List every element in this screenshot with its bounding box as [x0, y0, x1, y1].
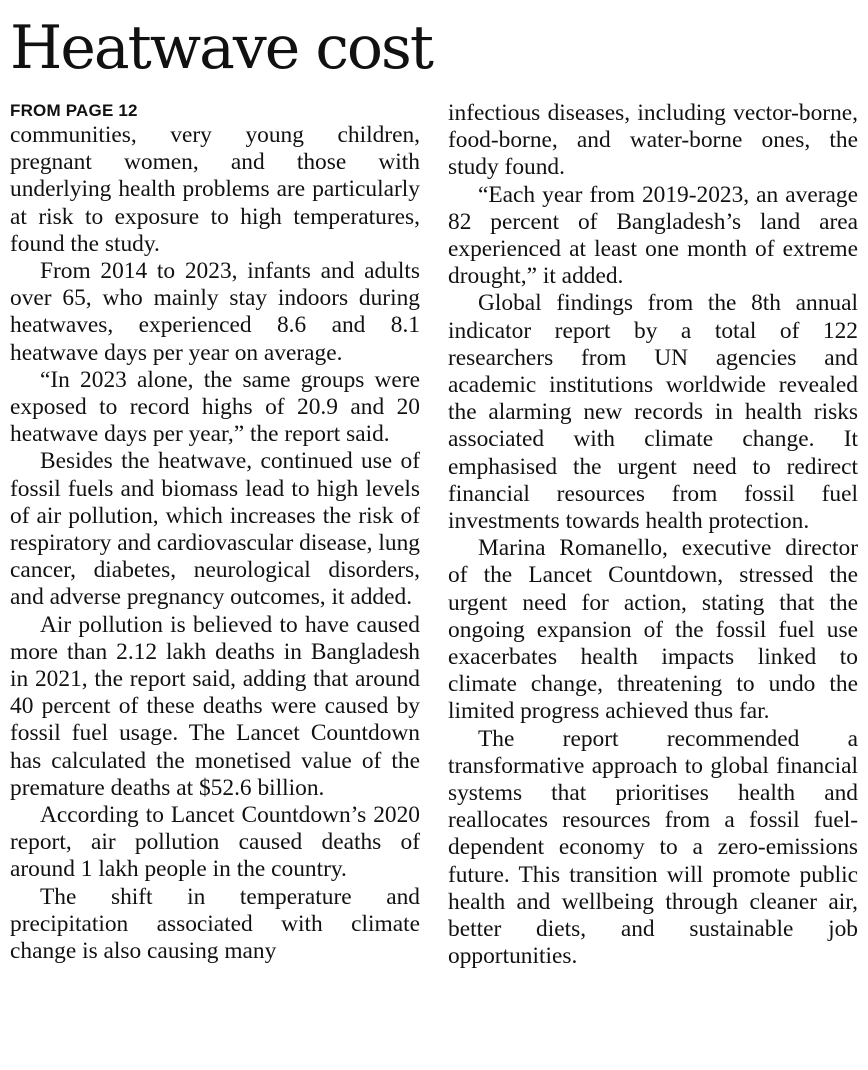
paragraph: “Each year from 2019-2023, an average 82 percent of Bangladesh’s land area experienced at least one month of extreme drought,” it added. — [448, 181, 858, 290]
paragraph: Besides the heatwave, continued use of fossil fuels and biomass lead to high levels of air pollution, which increases the risk of respiratory and cardiovascular disease, lung cancer, diabetes, neurological disorders, and adverse pregnancy outcomes, it added. — [10, 448, 420, 611]
paragraph: “In 2023 alone, the same groups were exposed to record highs of 20.9 and 20 heatwave days per year,” the report said. — [10, 366, 420, 448]
paragraph: communities, very young children, pregnant women, and those with underlying health problems are particularly at risk to exposure to high temperatures, found the study. — [10, 122, 420, 257]
paragraph: From 2014 to 2023, infants and adults over 65, who mainly stay indoors during heatwaves, experienced 8.6 and 8.1 heatwave days per year on average. — [10, 258, 420, 366]
headline: Heatwave cost — [10, 13, 432, 83]
paragraph: Air pollution is believed to have caused more than 2.12 lakh deaths in Bangladesh in 2021, the report said, adding that around 40 percent of these deaths were caused by fossil fuel usage. The Lancet Countdown has calculated the monetised value of the premature deaths at $52.6 billion. — [10, 611, 420, 801]
paragraph: infectious diseases, including vector-borne, food-borne, and water-borne ones, the study found. — [448, 100, 858, 181]
paragraph: The report recommended a transformative approach to global financial systems that prioritises health and reallocates resources from a fossil fuel-dependent economy to a zero-emissions future. This transition will promote public health and wellbeing through cleaner air, better diets, and sustainable job opportunities. — [448, 725, 858, 970]
paragraph: The shift in temperature and precipitation associated with climate change is also causing many — [10, 883, 420, 965]
jump-line: FROM PAGE 12 — [10, 101, 138, 120]
article-column-right — [448, 100, 858, 971]
paragraph: Global findings from the 8th annual indicator report by a total of 122 researchers from UN agencies and academic institutions worldwide revealed the alarming new records in health risks associated with climate change. It emphasised the urgent need to redirect financial resources from fossil fuel investments towards health protection. — [448, 290, 858, 535]
article-column-left — [10, 100, 420, 965]
paragraph: According to Lancet Countdown’s 2020 report, air pollution caused deaths of around 1 lakh people in the country. — [10, 802, 420, 883]
paragraph: Marina Romanello, executive director of the Lancet Countdown, stressed the urgent need for action, stating that the ongoing expansion of the fossil fuel use exacerbates health impacts linked to climate change, threatening to undo the limited progress achieved thus far. — [448, 535, 858, 725]
